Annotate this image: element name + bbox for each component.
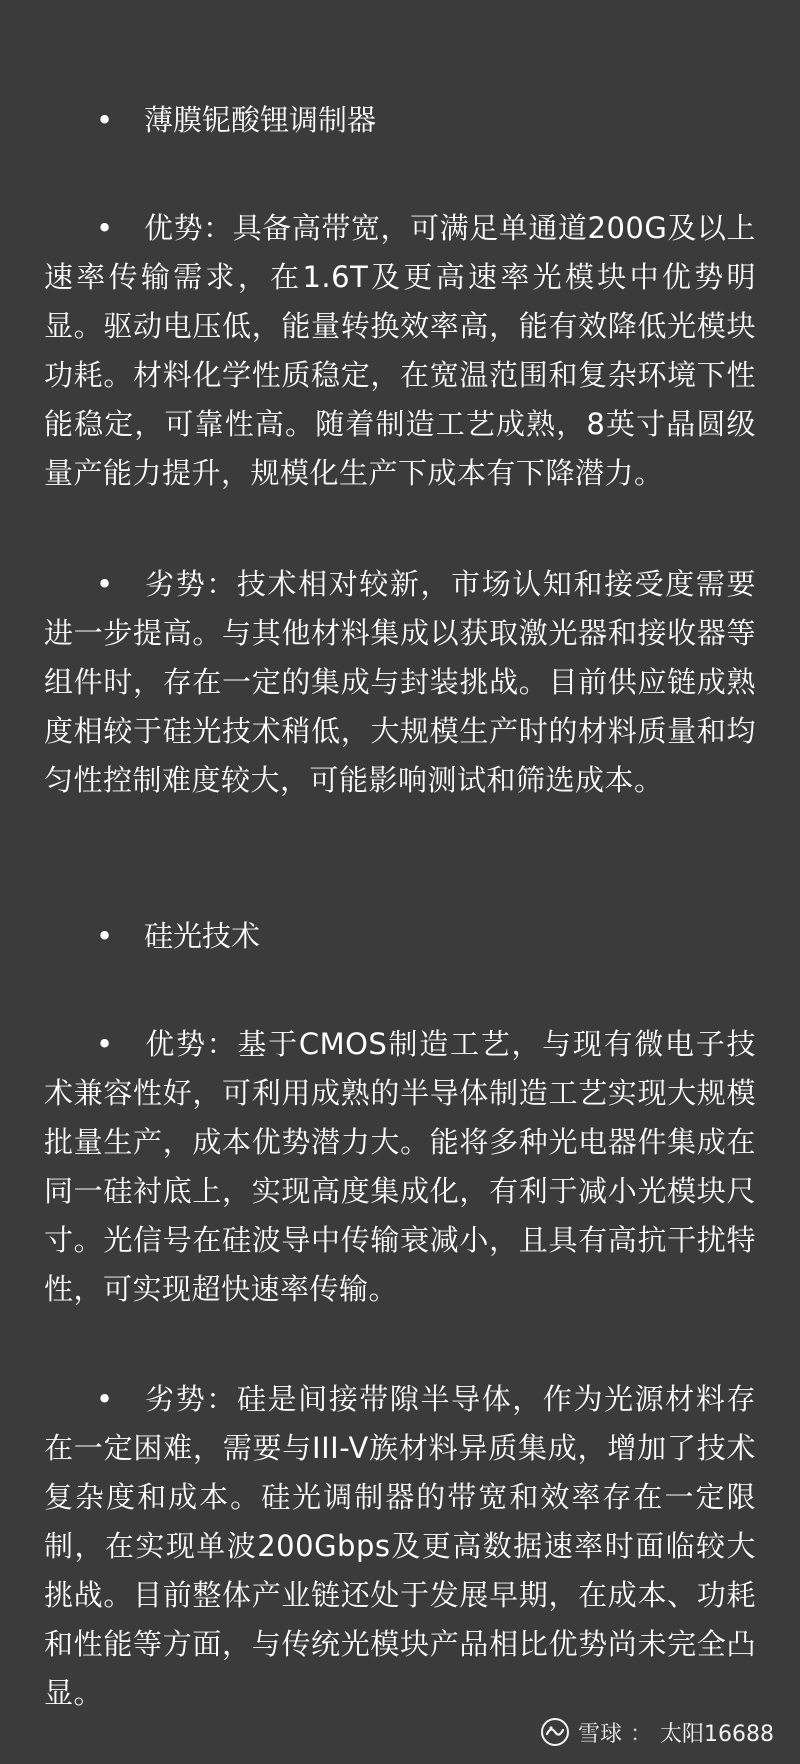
watermark-separator: ： xyxy=(629,1721,652,1747)
watermark-author: 太阳16688 xyxy=(660,1721,774,1747)
paragraph-text: 劣势：技术相对较新，市场认知和接受度需要进一步提高。与其他材料集成以获取激光器和接收器等组件时，存在一定的集成与封装挑战。目前供应链成熟度相较于硅光技术稍低，大规模生产时的材料质量和均匀性控制难度较大，可能影响测试和筛选成本。 xyxy=(44,567,756,797)
section-heading-lithium-niobate xyxy=(44,96,376,145)
paragraph-text: 优势：基于CMOS制造工艺，与现有微电子技术兼容性好，可利用成熟的半导体制造工艺实现大规模批量生产，成本优势潜力大。能将多种光电器件集成在同一硅衬底上，实现高度集成化，有利于减小光模块尺寸。光信号在硅波导中传输衰减小，且具有高抗干扰特性，可实现超快速率传输。 xyxy=(44,1027,756,1306)
paragraph-lithium-niobate-advantage xyxy=(44,204,756,498)
watermark xyxy=(540,1714,774,1750)
bullet: • xyxy=(96,567,114,601)
heading-text: 薄膜铌酸锂调制器 xyxy=(144,103,377,137)
bullet: • xyxy=(96,1382,114,1416)
bullet: • xyxy=(96,211,114,245)
bullet: • xyxy=(96,919,114,953)
paragraph-text: 劣势：硅是间接带隙半导体，作为光源材料存在一定困难，需要与III-V族材料异质集成，增加了技术复杂度和成本。硅光调制器的带宽和效率存在一定限制，在实现单波200Gbps及更高数据速率时面临较大挑战。目前整体产业链还处于发展早期，在成本、功耗和性能等方面，与传统光模块产品相比优势尚未完全凸显。 xyxy=(44,1382,756,1710)
watermark-site: 雪球 xyxy=(577,1721,622,1747)
heading-text: 硅光技术 xyxy=(144,919,261,953)
paragraph-silicon-photonics-disadvantage xyxy=(44,1375,756,1718)
snowball-logo-icon xyxy=(540,1717,570,1747)
section-heading-silicon-photonics xyxy=(44,912,260,961)
paragraph-lithium-niobate-disadvantage xyxy=(44,560,756,805)
paragraph-silicon-photonics-advantage xyxy=(44,1020,756,1314)
paragraph-text: 优势：具备高带宽，可满足单通道200G及以上速率传输需求，在1.6T及更高速率光模块中优势明显。驱动电压低，能量转换效率高，能有效降低光模块功耗。材料化学性质稳定，在宽温范围和复杂环境下性能稳定，可靠性高。随着制造工艺成熟，8英寸晶圆级量产能力提升，规模化生产下成本有下降潜力。 xyxy=(44,211,756,490)
bullet: • xyxy=(96,1027,114,1061)
bullet: • xyxy=(96,103,114,137)
